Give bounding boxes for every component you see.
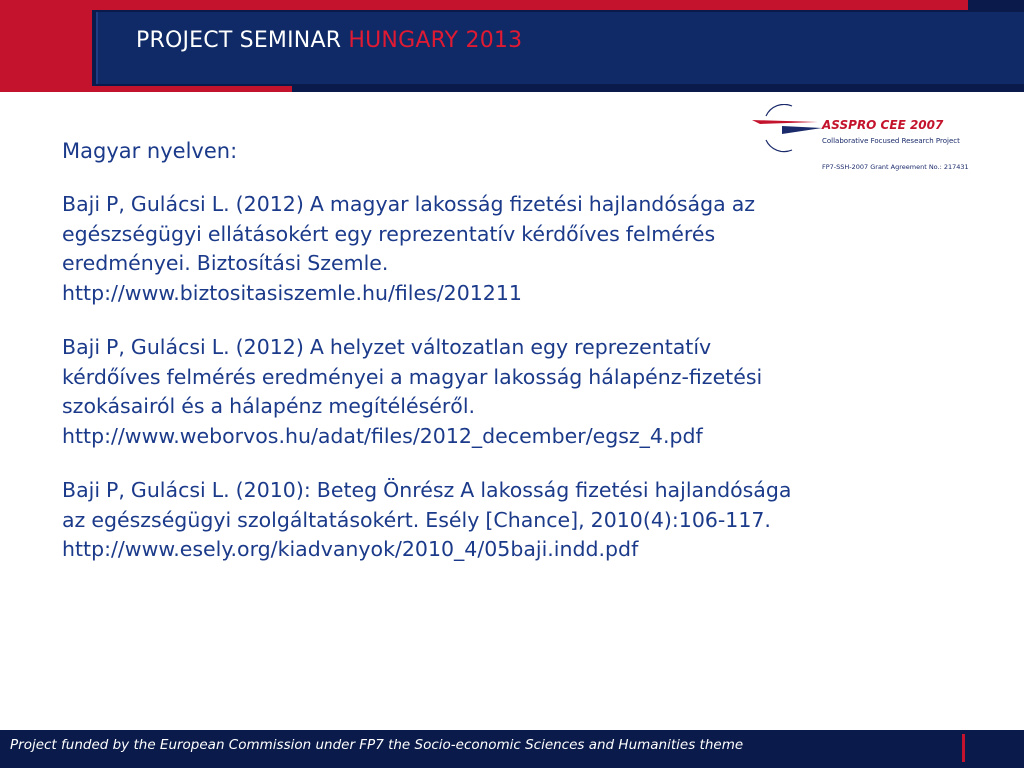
slide-title-prefix: PROJECT SEMINAR — [136, 28, 342, 53]
reference-url: http://www.biztositasiszemle.hu/files/201211 — [62, 280, 522, 305]
reference-line: Baji P, Gulácsi L. (2012) A magyar lakosság fizetési hajlandósága az — [62, 192, 756, 216]
reference-url: http://www.esely.org/kiadvanyok/2010_4/05baji.indd.pdf — [62, 537, 639, 561]
footer-funding-note: Project funded by the European Commission under FP7 the Socio-economic Sciences and Humanities theme — [10, 737, 744, 753]
reference-item — [62, 333, 942, 451]
section-heading: Magyar nyelven: — [62, 139, 238, 163]
reference-line: kérdőíves felmérés eredményei a magyar lakosság hálapénz-fizetési — [62, 364, 763, 389]
reference-line: szokásairól és a hálapénz megítéléséről. — [62, 394, 476, 418]
header-red-stripe-bottom — [92, 86, 292, 92]
header-red-block — [0, 0, 92, 92]
logo-title: ASSPRO CEE 2007 — [822, 118, 944, 132]
slide-title-accent: HUNGARY 2013 — [348, 28, 523, 53]
slide-title — [136, 28, 522, 53]
logo-grant-number: FP7-SSH-2007 Grant Agreement No.: 217431 — [822, 163, 969, 171]
reference-line: az egészségügyi szolgáltatásokért. Esély [Chance], 2010(4):106-117. — [62, 507, 771, 532]
reference-line: eredményei. Biztosítási Szemle. — [62, 251, 389, 275]
header-red-stripe-top — [92, 0, 968, 10]
footer-red-mark — [962, 734, 965, 762]
reference-item — [62, 190, 942, 308]
reference-line: Baji P, Gulácsi L. (2012) A helyzet változatlan egy reprezentatív — [62, 335, 712, 359]
reference-line: egészségügyi ellátásokért egy reprezentatív kérdőíves felmérés — [62, 221, 716, 246]
reference-url: http://www.weborvos.hu/adat/files/2012_december/egsz_4.pdf — [62, 423, 703, 448]
slide-body — [62, 136, 962, 590]
logo-subtitle: Collaborative Focused Research Project — [822, 137, 960, 145]
reference-item — [62, 476, 942, 565]
reference-line: Baji P, Gulácsi L. (2010): Beteg Önrész A lakosság fizetési hajlandósága — [62, 478, 792, 502]
